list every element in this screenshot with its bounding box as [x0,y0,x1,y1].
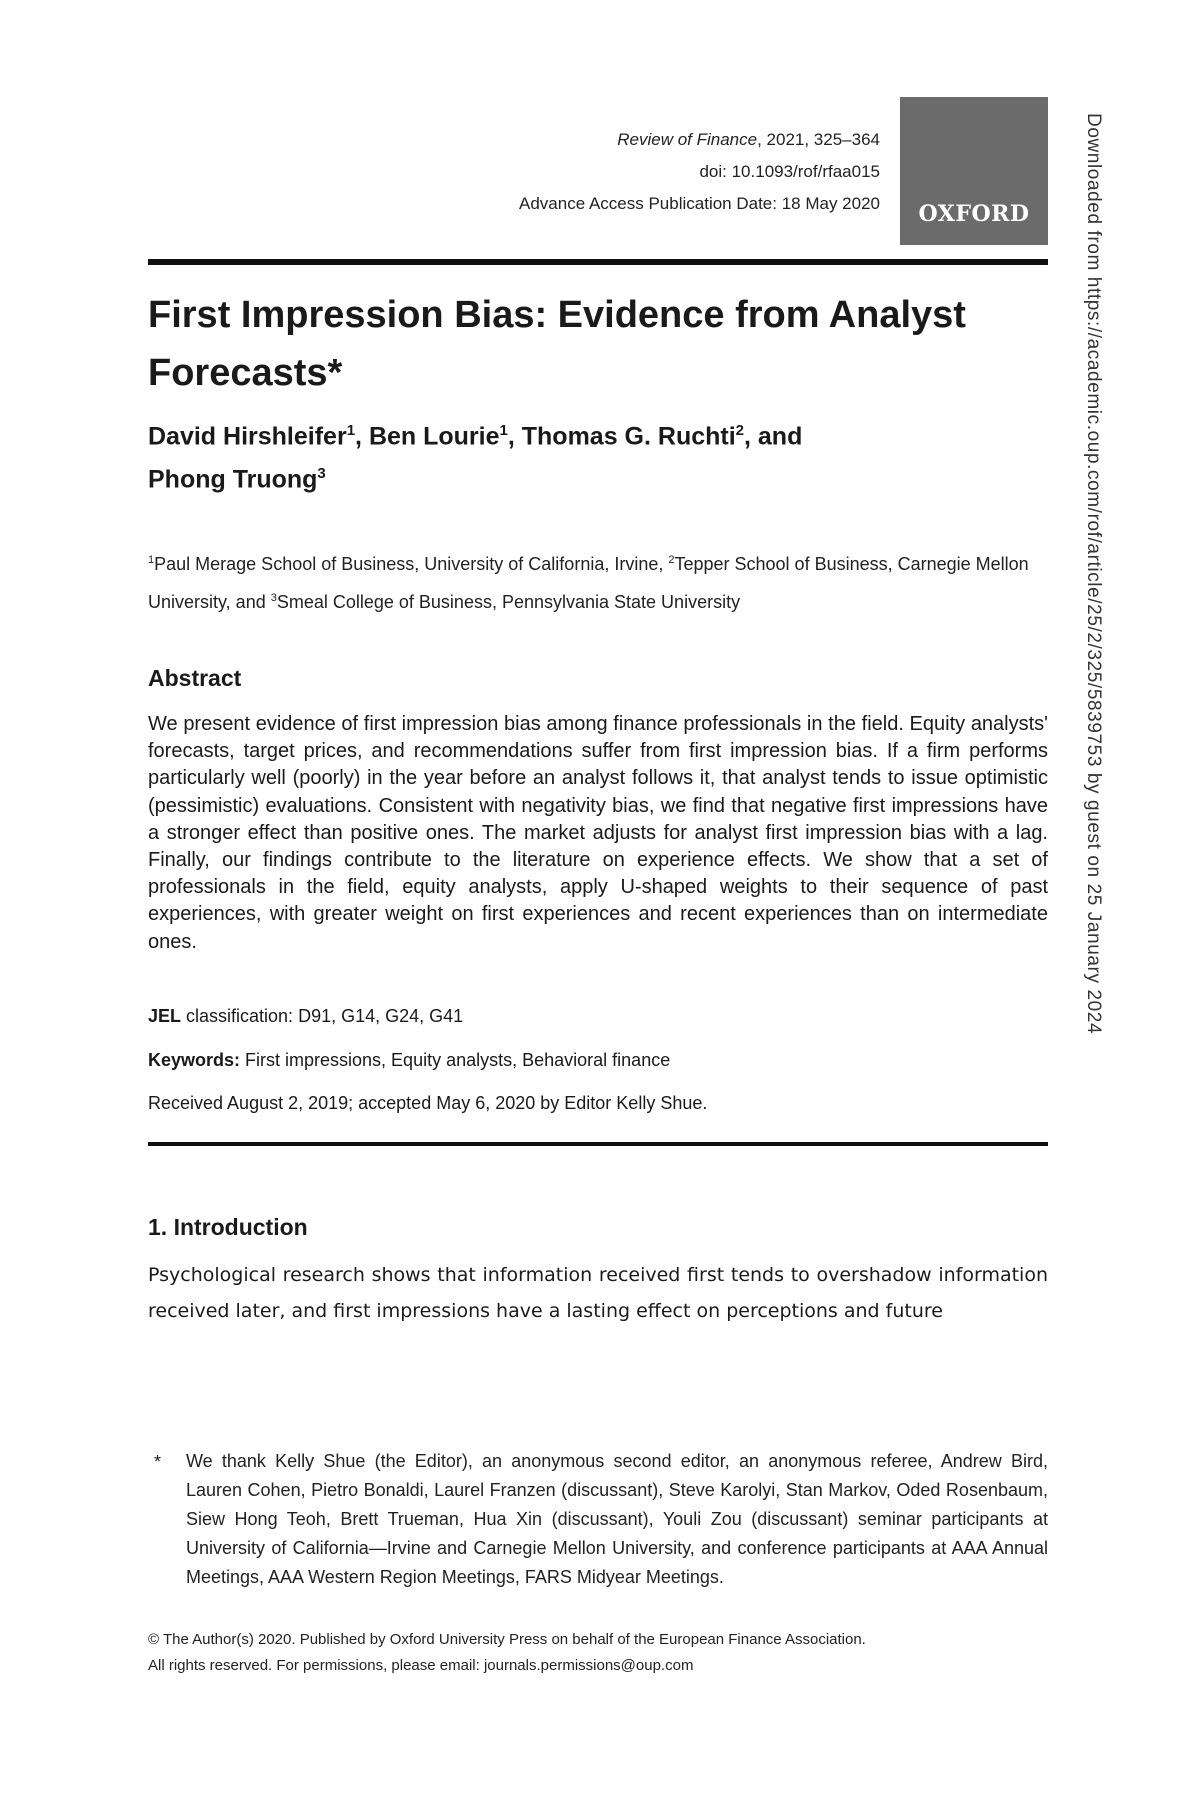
bottom-divider [148,1142,1048,1146]
journal-citation: , 2021, 325–364 [757,130,880,149]
author-name[interactable]: David Hirshleifer [148,422,347,451]
top-divider [148,259,1048,265]
journal-header [400,124,880,220]
jel-label-rest: classification: [181,1006,294,1026]
author-affil-sup: 1 [346,422,356,439]
affil-sup: 3 [270,592,277,604]
jel-classification [148,1006,463,1027]
affiliation-text: Paul Merage School of Business, University of California, Irvine, [154,554,669,574]
author-list [148,412,1008,499]
jel-label: JEL [148,1006,182,1026]
affil-sup: 1 [148,554,155,566]
copyright-notice [148,1627,1048,1679]
affiliation-text: Tepper School of Business, Carnegie Mellon University, and [148,554,1029,612]
copyright-line-2[interactable]: All rights reserved. For permissions, please email: journals.permissions@oup.com [148,1657,694,1674]
article-title: First Impression Bias: Evidence from Analyst Forecasts* [148,294,966,394]
introduction-text: Psychological research shows that information received first tends to overshadow information received later, and first impressions have a lasting effect on perceptions and future [148,1264,1048,1322]
author-affil-sup: 3 [317,465,326,483]
oxford-logo [900,97,1048,245]
author-separator: , [355,422,369,451]
journal-name: Review of Finance [617,130,758,149]
abstract-heading: Abstract [148,665,242,691]
footnote-text: We thank Kelly Shue (the Editor), an anonymous second editor, an anonymous referee, Andrew Bird, Lauren Cohen, Pietro Bonaldi, Laurel Franzen (discussant), Steve Karolyi, Stan Markov, Oded Rosenbaum, Siew Hong Teoh, Brett Trueman, Hua Xin (discussant), Youli Zou (discussant) seminar participants at University of California—Irvine and Carnegie Mellon University, and conference participants at AAA Annual Meetings, AAA Western Region Meetings, FARS Midyear Meetings. [186,1451,1048,1587]
doi[interactable]: doi: 10.1093/rof/rfaa015 [699,162,880,181]
author-affil-sup: 1 [499,422,508,439]
author-affil-sup: 2 [735,422,745,439]
jel-codes: D91, G14, G24, G41 [293,1006,464,1026]
keywords-value: First impressions, Equity analysts, Behavioral finance [240,1050,671,1070]
author-separator: , [507,422,522,451]
affiliation-text: Smeal College of Business, Pennsylvania State University [276,592,741,612]
affiliations [148,543,1048,619]
oxford-logo-text: OXFORD [918,201,1030,227]
download-watermark: Downloaded from https://academic.oup.com/rof/article/25/2/325/5839753 by guest on 25 January 2024 [1083,113,1104,1035]
footnote-marker: * [154,1452,162,1472]
abstract-text: We present evidence of first impression bias among finance professionals in the field. Equity analysts' forecasts, target prices, and recommendations suffer from first impression bias. If a firm performs particularly well (poorly) in the year before an analyst follows it, that analyst tends to issue optimistic (pessimistic) evaluations. Consistent with negativity bias, we find that negative first impressions have a stronger effect than positive ones. The market adjusts for analyst first impression bias with a lag. Finally, our findings contribute to the literature on experience effects. We show that a set of professionals in the field, equity analysts, apply U-shaped weights to their sequence of past experiences, with greater weight on first experiences and recent experiences than on intermediate ones. [148,713,1048,953]
author-name[interactable]: Thomas G. Ruchti [521,422,736,451]
keywords [148,1050,670,1071]
received-line: Received August 2, 2019; accepted May 6, 2020 by Editor Kelly Shue. [148,1093,708,1113]
keywords-label: Keywords: [148,1050,241,1070]
introduction-heading: 1. Introduction [148,1214,308,1240]
copyright-line-1: © The Author(s) 2020. Published by Oxford University Press on behalf of the European Finance Association. [148,1631,866,1648]
author-name[interactable]: Phong Truong [148,465,318,494]
affil-sup: 2 [668,554,675,566]
author-separator: , and [744,422,803,451]
advance-access-date: Advance Access Publication Date: 18 May 2020 [519,194,880,213]
author-name[interactable]: Ben Lourie [368,422,500,451]
